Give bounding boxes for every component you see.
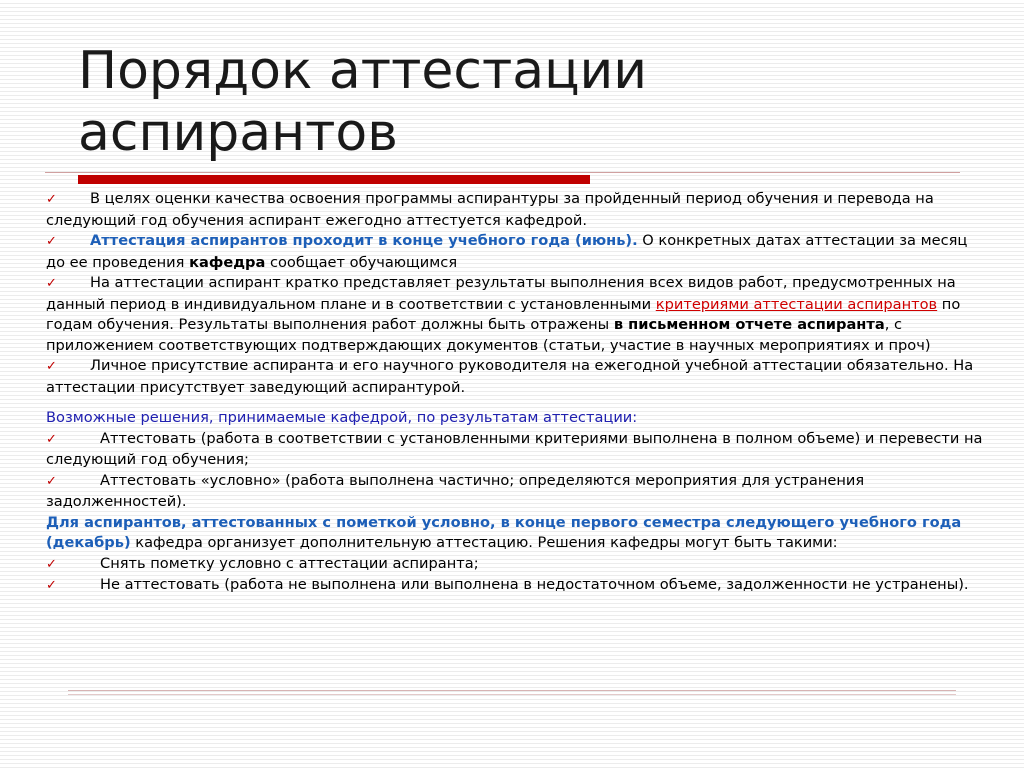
list-item: ✓ Личное присутствие аспиранта и его научного руководителя на ежегодной учебной аттестации обязательно. На аттестации присутствует заведующий аспирантурой. <box>46 357 974 396</box>
list-item: ✓ Не аттестовать (работа не выполнена или выполнена в недостаточном объеме, задолженности не устранены). <box>46 575 990 597</box>
list-item: ✓ Снять пометку условно с аттестации аспиранта; <box>46 554 990 576</box>
list-item: ✓ Аттестация аспирантов проходит в конце учебного года (июнь). О конкретных датах аттестации за месяц до ее проведения кафедра сообщает обучающимся <box>46 232 968 271</box>
decisions-heading: Возможные решения, принимаемые кафедрой, по результатам аттестации: <box>46 409 638 426</box>
footer-divider-line <box>68 690 956 691</box>
checkmark-icon: ✓ <box>46 473 57 489</box>
checkmark-icon: ✓ <box>46 276 57 291</box>
list-item: ✓ Аттестовать «условно» (работа выполнена частично; определяются мероприятия для устранения задолженностей). <box>46 471 865 510</box>
list-item: ✓ Аттестовать (работа в соответствии с установленными критериями выполнена в полном объеме) и перевести на следующий год обучения; <box>46 429 983 468</box>
attestation-timing-highlight: Аттестация аспирантов проходит в конце учебного года (июнь). <box>90 232 638 249</box>
checkmark-icon: ✓ <box>46 192 57 207</box>
title-divider-line <box>45 172 960 173</box>
checkmark-icon: ✓ <box>46 359 57 374</box>
checkmark-icon: ✓ <box>46 234 57 249</box>
footer-divider-line <box>68 694 956 695</box>
slide-title: Порядок аттестации аспирантов <box>78 41 648 163</box>
title-accent-bar <box>78 175 590 184</box>
list-item: ✓ В целях оценки качества освоения программы аспирантуры за пройденный период обучения и перевода на следующий год обучения аспирант ежегодно аттестуется кафедрой. <box>46 190 934 229</box>
checkmark-icon: ✓ <box>46 431 57 447</box>
checkmark-icon: ✓ <box>46 556 57 572</box>
list-item: ✓ На аттестации аспирант кратко представляет результаты выполнения всех видов работ, предусмотренных на данный период в индивидуальном плане и в соответствии с установленными критериями аттестации аспирантов по годам обучения. Результаты выполнения работ должны быть отражены в письменном отчете аспиранта, с приложением соответствующих подтверждающих документов (статьи, участие в научных мероприятиях и проч) <box>46 274 961 354</box>
conditional-highlight: Для аспирантов, аттестованных с пометкой условно, в конце первого семестра следующего учебного года (декабрь) <box>46 513 962 551</box>
slide-body <box>46 189 990 597</box>
checkmark-icon: ✓ <box>46 578 57 593</box>
criteria-link[interactable]: критериями аттестации аспирантов <box>655 295 938 313</box>
conditional-paragraph: Для аспирантов, аттестованных с пометкой условно, в конце первого семестра следующего учебного года (декабрь) кафедра организует дополнительную аттестацию. Решения кафедры могут быть такими: <box>46 513 962 551</box>
